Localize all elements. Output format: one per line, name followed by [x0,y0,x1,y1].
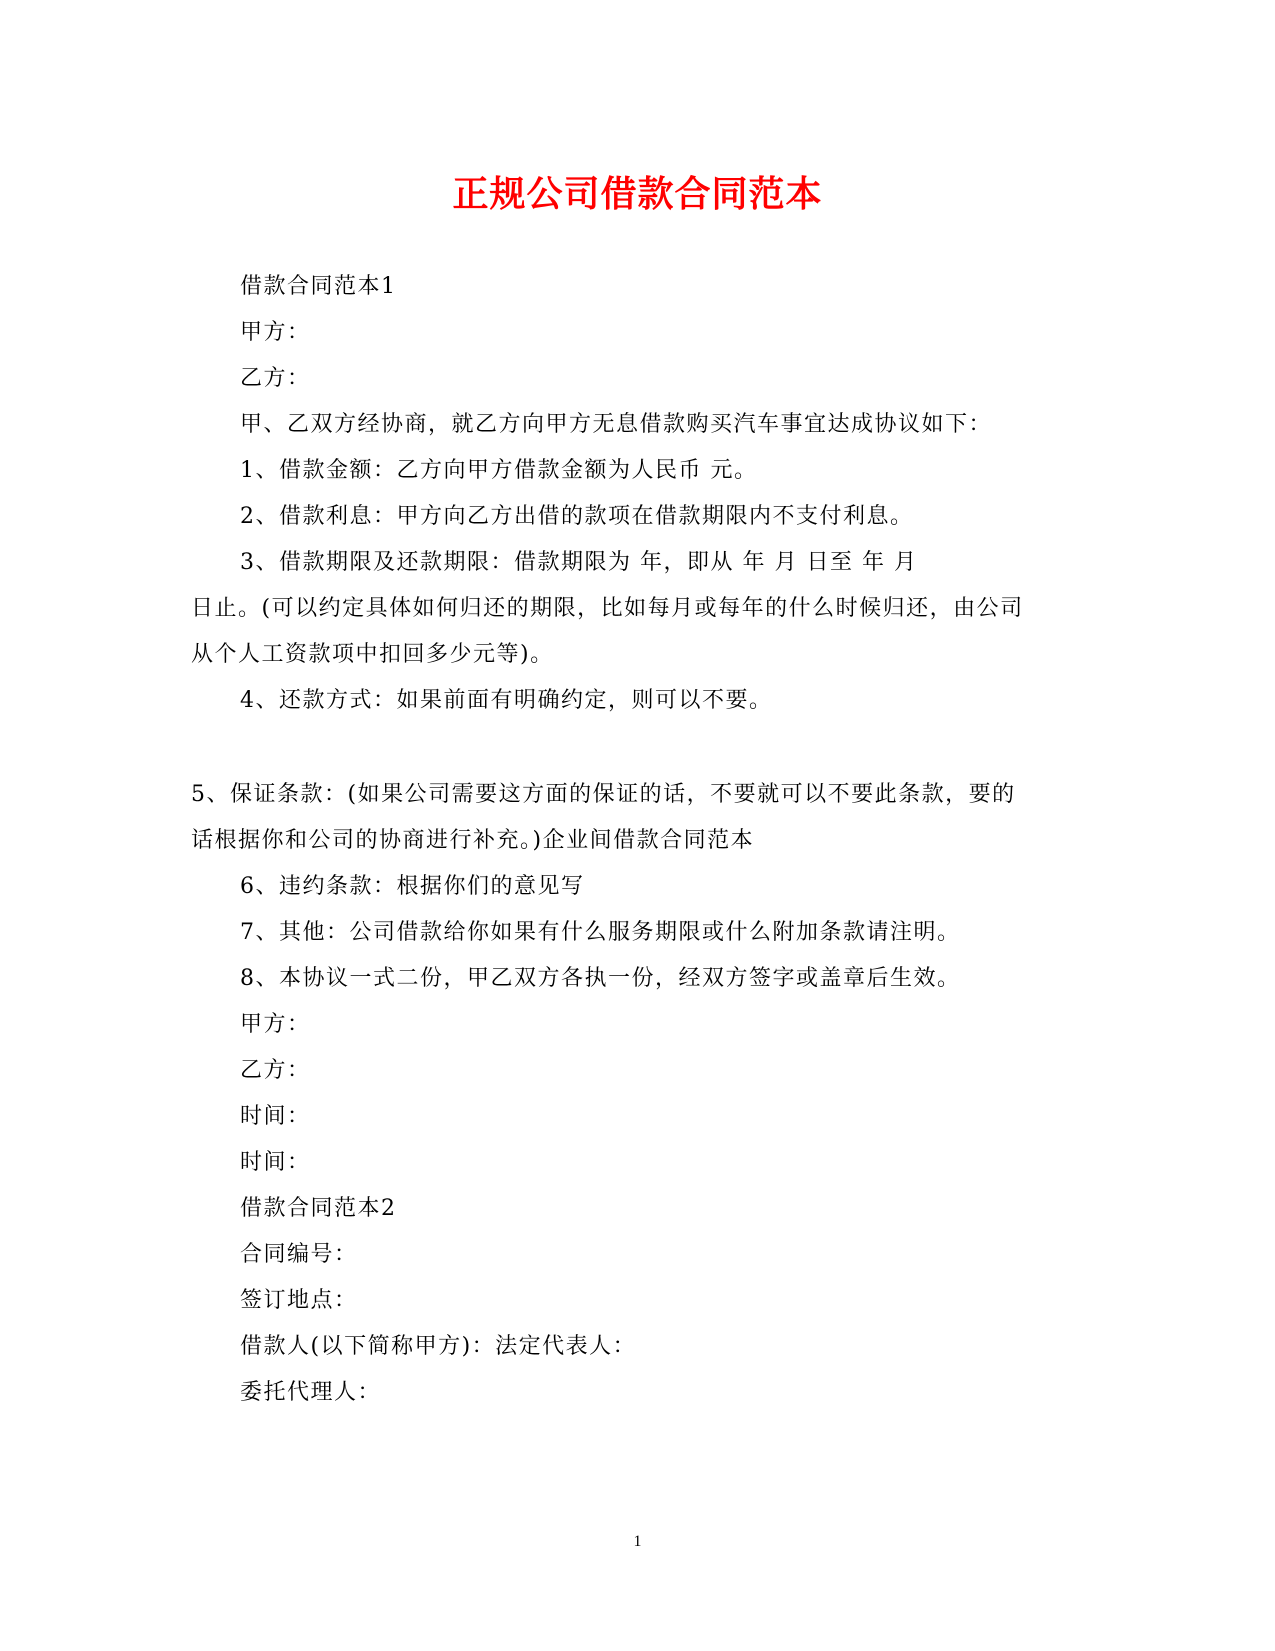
clause-8: 8、本协议一式二份，甲乙双方各执一份，经双方签字或盖章后生效。 [240,966,961,991]
clause-5: 5、保证条款：(如果公司需要这方面的保证的话，不要就可以不要此条款，要的 [191,782,1016,807]
party-a-line: 甲方： [240,320,311,345]
clause-3-continued: 日止。(可以约定具体如何归还的期限，比如每月或每年的什么时候归还，由公司 [191,596,1024,621]
agent-line: 委托代理人： [240,1380,382,1405]
clause-6: 6、违约条款：根据你们的意见写 [240,874,585,899]
signing-place-line: 签订地点： [240,1288,358,1313]
section-heading-1: 借款合同范本1 [240,274,397,299]
clause-3: 3、借款期限及还款期限：借款期限为 年，即从 年 月 日至 年 月 [240,550,918,575]
document-title: 正规公司借款合同范本 [452,173,823,215]
signature-date: 时间： [240,1104,311,1129]
clause-2: 2、借款利息：甲方向乙方出借的款项在借款期限内不支付利息。 [240,504,914,529]
section-heading-2: 借款合同范本2 [240,1196,397,1221]
clause-7: 7、其他：公司借款给你如果有什么服务期限或什么附加条款请注明。 [240,920,961,945]
signature-date: 时间： [240,1150,311,1175]
intro-paragraph: 甲、乙双方经协商，就乙方向甲方无息借款购买汽车事宜达成协议如下： [240,412,993,437]
party-b-line: 乙方： [240,366,311,391]
signature-party-b: 乙方： [240,1058,311,1083]
contract-number-line: 合同编号： [240,1242,358,1267]
signature-party-a: 甲方： [240,1012,311,1037]
clause-4: 4、还款方式：如果前面有明确约定，则可以不要。 [240,688,773,713]
page-number: 1 [633,1533,642,1550]
clause-1: 1、借款金额：乙方向甲方借款金额为人民币 元。 [240,458,758,483]
clause-3-continued: 从个人工资款项中扣回多少元等)。 [191,642,554,667]
clause-5-continued: 话根据你和公司的协商进行补充。)企业间借款合同范本 [191,828,755,853]
borrower-line: 借款人(以下简称甲方)：法定代表人： [240,1334,637,1359]
